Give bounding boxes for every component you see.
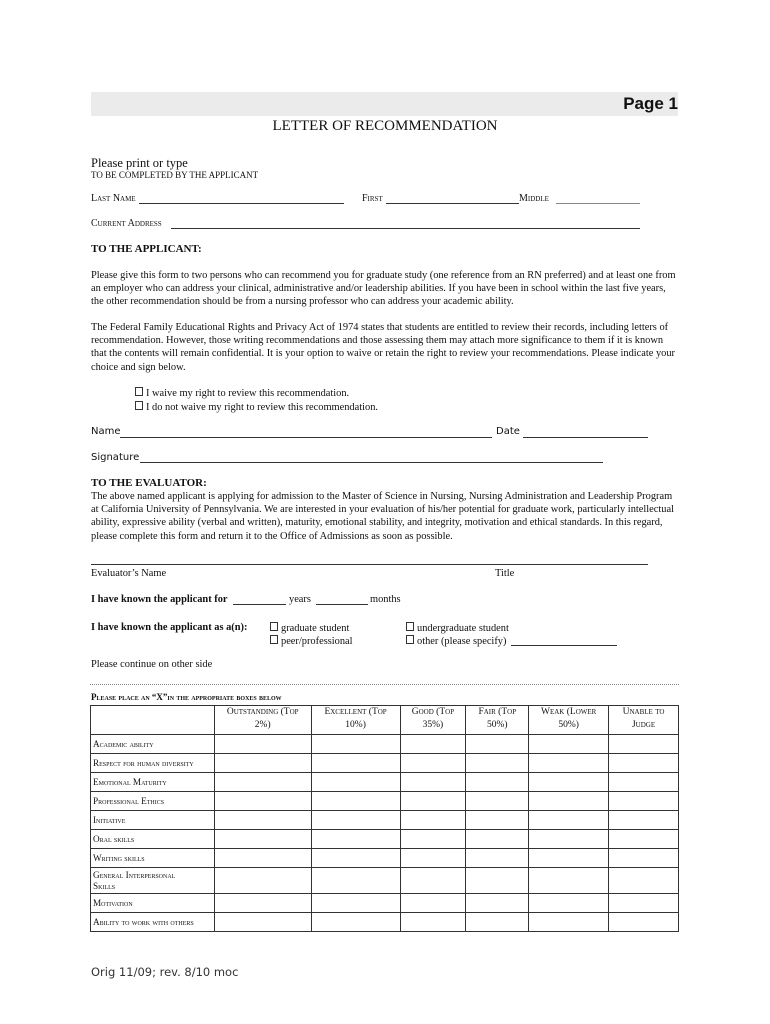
rating-cell[interactable] [609, 913, 679, 932]
rating-cell[interactable] [529, 868, 609, 894]
rating-cell[interactable] [311, 913, 400, 932]
waive-checkbox[interactable] [135, 387, 143, 396]
graduate-student-option[interactable] [270, 622, 349, 634]
waive-option-label: I waive my right to review this recommendation. [146, 388, 350, 399]
peer-professional-checkbox[interactable] [270, 635, 278, 644]
not-waive-option[interactable] [135, 401, 378, 413]
criterion-label: Initiative [91, 811, 215, 830]
table-row [91, 830, 679, 849]
rating-cell[interactable] [529, 792, 609, 811]
last-name-field[interactable] [139, 203, 344, 204]
column-header: Outstanding (Top 2%) [214, 706, 311, 735]
rating-cell[interactable] [311, 773, 400, 792]
rating-cell[interactable] [214, 849, 311, 868]
table-row [91, 868, 679, 894]
table-row [91, 894, 679, 913]
rating-cell[interactable] [214, 894, 311, 913]
to-evaluator-heading: TO THE EVALUATOR: [91, 477, 207, 489]
name-label: Name [91, 426, 121, 437]
rating-cell[interactable] [311, 868, 400, 894]
section-divider [90, 684, 679, 685]
ratings-table [90, 705, 679, 932]
rating-cell[interactable] [466, 868, 529, 894]
header-band [91, 92, 678, 116]
other-specify-field[interactable] [511, 645, 617, 646]
not-waive-option-label: I do not waive my right to review this recommendation. [146, 402, 379, 413]
rating-cell[interactable] [529, 773, 609, 792]
rating-cell[interactable] [466, 894, 529, 913]
page-number: Page 1 [623, 94, 678, 113]
rating-cell[interactable] [609, 754, 679, 773]
criterion-label: Oral skills [91, 830, 215, 849]
rating-cell[interactable] [400, 754, 466, 773]
other-checkbox[interactable] [406, 635, 414, 644]
peer-professional-label: peer/professional [281, 636, 353, 647]
rating-cell[interactable] [529, 754, 609, 773]
rating-cell[interactable] [311, 849, 400, 868]
rating-cell[interactable] [466, 830, 529, 849]
rating-cell[interactable] [214, 868, 311, 894]
rating-cell[interactable] [529, 849, 609, 868]
rating-cell[interactable] [400, 792, 466, 811]
peer-professional-option[interactable] [270, 635, 353, 647]
last-name-label: Last Name [91, 193, 136, 204]
column-header: Weak (Lower 50%) [529, 706, 609, 735]
undergraduate-student-label: undergraduate student [417, 623, 509, 634]
completed-by-note: TO BE COMPLETED BY THE APPLICANT [91, 170, 259, 180]
rating-cell[interactable] [529, 830, 609, 849]
to-applicant-heading: TO THE APPLICANT: [91, 243, 202, 255]
rating-cell[interactable] [400, 773, 466, 792]
signature-field[interactable] [140, 462, 603, 463]
current-address-field[interactable] [171, 228, 640, 229]
continue-note: Please continue on other side [91, 659, 213, 670]
revision-note: Orig 11/09; rev. 8/10 moc [91, 965, 239, 979]
rating-cell[interactable] [466, 754, 529, 773]
graduate-student-checkbox[interactable] [270, 622, 278, 631]
column-header: Good (Top 35%) [400, 706, 466, 735]
criterion-label: Professional Ethics [91, 792, 215, 811]
rating-cell[interactable] [529, 735, 609, 754]
rating-cell[interactable] [609, 811, 679, 830]
print-instruction: Please print or type [91, 156, 188, 170]
months-label: months [370, 594, 401, 605]
column-header: Fair (Top 50%) [466, 706, 529, 735]
rating-cell[interactable] [466, 735, 529, 754]
rating-cell[interactable] [400, 830, 466, 849]
criterion-label: Writing skills [91, 849, 215, 868]
rating-cell[interactable] [400, 894, 466, 913]
rating-cell[interactable] [400, 913, 466, 932]
ratings-instruction: Please place an “X”in the appropriate boxes below [91, 692, 282, 702]
first-name-label: First [362, 193, 383, 204]
known-for-label: I have known the applicant for [91, 594, 228, 605]
rating-cell[interactable] [466, 792, 529, 811]
column-header: Unable to Judge [609, 706, 679, 735]
table-row [91, 735, 679, 754]
column-header: Excellent (Top 10%) [311, 706, 400, 735]
evaluator-instructions-paragraph: The above named applicant is applying for admission to the Master of Science in Nursing, Nursing Administration and Leadership Program at California University of Pennsylvania. We are interested in your evaluation of his/her potential for graduate work, particularly intellectual ability, expressive ability (verbal and written), maturity, emotional stability, and integrity, motivation and ethical standards. In this regard, please complete this form and return it to the Office of Admissions as soon as possible. [91, 491, 674, 542]
rating-cell[interactable] [214, 754, 311, 773]
name-field[interactable] [120, 437, 492, 438]
rating-cell[interactable] [311, 811, 400, 830]
rating-cell[interactable] [400, 868, 466, 894]
rating-cell[interactable] [214, 830, 311, 849]
privacy-act-paragraph: The Federal Family Educational Rights and Privacy Act of 1974 states that students are entitled to review their records, including letters of recommendation. However, those writing recommendations and those assessing them may attach more significance to them if it is known that the contents will remain confidential. It is your option to waive or retain the right to review your recommendations. Please indicate your choice and sign below. [91, 322, 676, 373]
evaluator-name-label: Evaluator’s Name [91, 568, 167, 579]
date-label: Date [496, 426, 520, 437]
rating-cell[interactable] [609, 773, 679, 792]
known-as-label: I have known the applicant as a(n): [91, 622, 248, 633]
rating-cell[interactable] [609, 894, 679, 913]
rating-cell[interactable] [400, 849, 466, 868]
criteria-header [91, 706, 215, 735]
years-field[interactable] [233, 604, 286, 605]
rating-cell[interactable] [466, 773, 529, 792]
graduate-student-label: graduate student [281, 623, 350, 634]
rating-cell[interactable] [529, 811, 609, 830]
rating-cell[interactable] [609, 849, 679, 868]
table-row [91, 811, 679, 830]
rating-cell[interactable] [400, 811, 466, 830]
current-address-label: Current Address [91, 218, 162, 229]
rating-cell[interactable] [529, 913, 609, 932]
rating-cell[interactable] [400, 735, 466, 754]
criterion-label: Ability to work with others [91, 913, 215, 932]
criterion-label: Motivation [91, 894, 215, 913]
rating-cell[interactable] [311, 792, 400, 811]
rating-cell[interactable] [609, 792, 679, 811]
rating-cell[interactable] [529, 894, 609, 913]
applicant-instructions-paragraph: Please give this form to two persons who can recommend you for graduate study (one reference from an RN preferred) and at least one from an employer who can address your clinical, administrative and/or leadership abilities. If you have been in school within the last five years, the other recommendation should be from a nursing professor who can address your academic ability. [91, 270, 676, 308]
rating-cell[interactable] [311, 754, 400, 773]
rating-cell[interactable] [609, 830, 679, 849]
rating-cell[interactable] [311, 735, 400, 754]
undergraduate-student-option[interactable] [406, 622, 509, 634]
rating-cell[interactable] [466, 849, 529, 868]
undergraduate-student-checkbox[interactable] [406, 622, 414, 631]
signature-label: Signature [91, 452, 140, 463]
evaluator-name-field[interactable] [91, 564, 648, 565]
table-row [91, 849, 679, 868]
rating-cell[interactable] [311, 894, 400, 913]
middle-name-label: Middle [519, 193, 549, 204]
rating-cell[interactable] [466, 811, 529, 830]
waive-option[interactable] [135, 387, 349, 399]
years-label: years [289, 594, 311, 605]
table-row [91, 754, 679, 773]
first-name-field[interactable] [386, 203, 519, 204]
date-field[interactable] [523, 437, 648, 438]
rating-cell[interactable] [214, 811, 311, 830]
criterion-label: Respect for human diversity [91, 754, 215, 773]
not-waive-checkbox[interactable] [135, 401, 143, 410]
criterion-label: General Interpersonal Skills [91, 868, 215, 894]
rating-cell[interactable] [214, 792, 311, 811]
rating-cell[interactable] [466, 913, 529, 932]
table-row [91, 913, 679, 932]
rating-cell[interactable] [214, 773, 311, 792]
criterion-label: Emotional Maturity [91, 773, 215, 792]
evaluator-title-label: Title [495, 568, 515, 579]
other-option[interactable] [406, 635, 506, 647]
table-row [91, 792, 679, 811]
criterion-label: Academic ability [91, 735, 215, 754]
middle-name-field[interactable] [556, 203, 640, 204]
table-row [91, 773, 679, 792]
rating-cell[interactable] [214, 735, 311, 754]
months-field[interactable] [316, 604, 368, 605]
rating-cell[interactable] [609, 735, 679, 754]
rating-cell[interactable] [609, 868, 679, 894]
document-title: LETTER OF RECOMMENDATION [272, 118, 498, 134]
rating-cell[interactable] [214, 913, 311, 932]
rating-cell[interactable] [311, 830, 400, 849]
other-label: other (please specify) [417, 636, 507, 647]
